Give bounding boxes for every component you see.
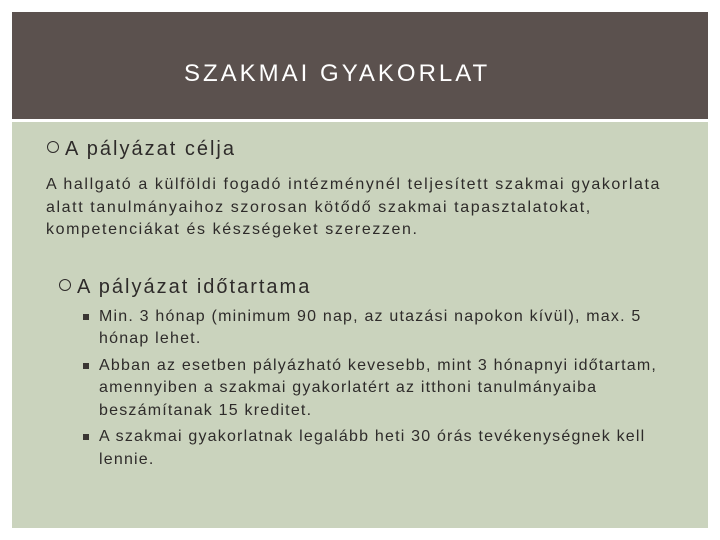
square-bullet-icon xyxy=(83,363,89,369)
title-bar xyxy=(12,12,708,119)
square-bullet-icon xyxy=(83,314,89,320)
section-heading-duration xyxy=(46,274,691,300)
circle-bullet-icon xyxy=(59,279,71,291)
purpose-paragraph: A hallgató a külföldi fogadó intézménynél teljesített szakmai gyakorlata alatt tanulmányaihoz szorosan kötődő szakmai tapasztalatokat, kompetenciákat és készségeket szerezzen. xyxy=(46,176,662,238)
section-heading-purpose xyxy=(46,136,691,162)
section-heading-text: A pályázat időtartama xyxy=(77,275,312,298)
square-bullet-icon xyxy=(83,434,89,440)
list-item-text: A szakmai gyakorlatnak legalább heti 30 órás tevékenységnek kell lennie. xyxy=(99,428,646,468)
list-item-text: Min. 3 hónap (minimum 90 nap, az utazási napokon kívül), max. 5 hónap lehet. xyxy=(99,307,642,347)
duration-list xyxy=(46,306,683,472)
list-item xyxy=(83,426,683,471)
slide xyxy=(12,12,708,528)
list-item xyxy=(83,355,683,423)
slide-title: SZAKMAI GYAKORLAT xyxy=(184,60,491,87)
list-item-text: Abban az esetben pályázható kevesebb, mint 3 hónapnyi időtartam, amennyiben a szakmai gyakorlatért az itthoni tanulmányaiba beszámítanak 15 kreditet. xyxy=(99,356,658,419)
section-heading-text: A pályázat célja xyxy=(65,138,236,160)
list-item xyxy=(83,306,683,351)
title-divider xyxy=(12,119,708,122)
slide-content xyxy=(46,136,691,475)
circle-bullet-icon xyxy=(47,141,59,153)
